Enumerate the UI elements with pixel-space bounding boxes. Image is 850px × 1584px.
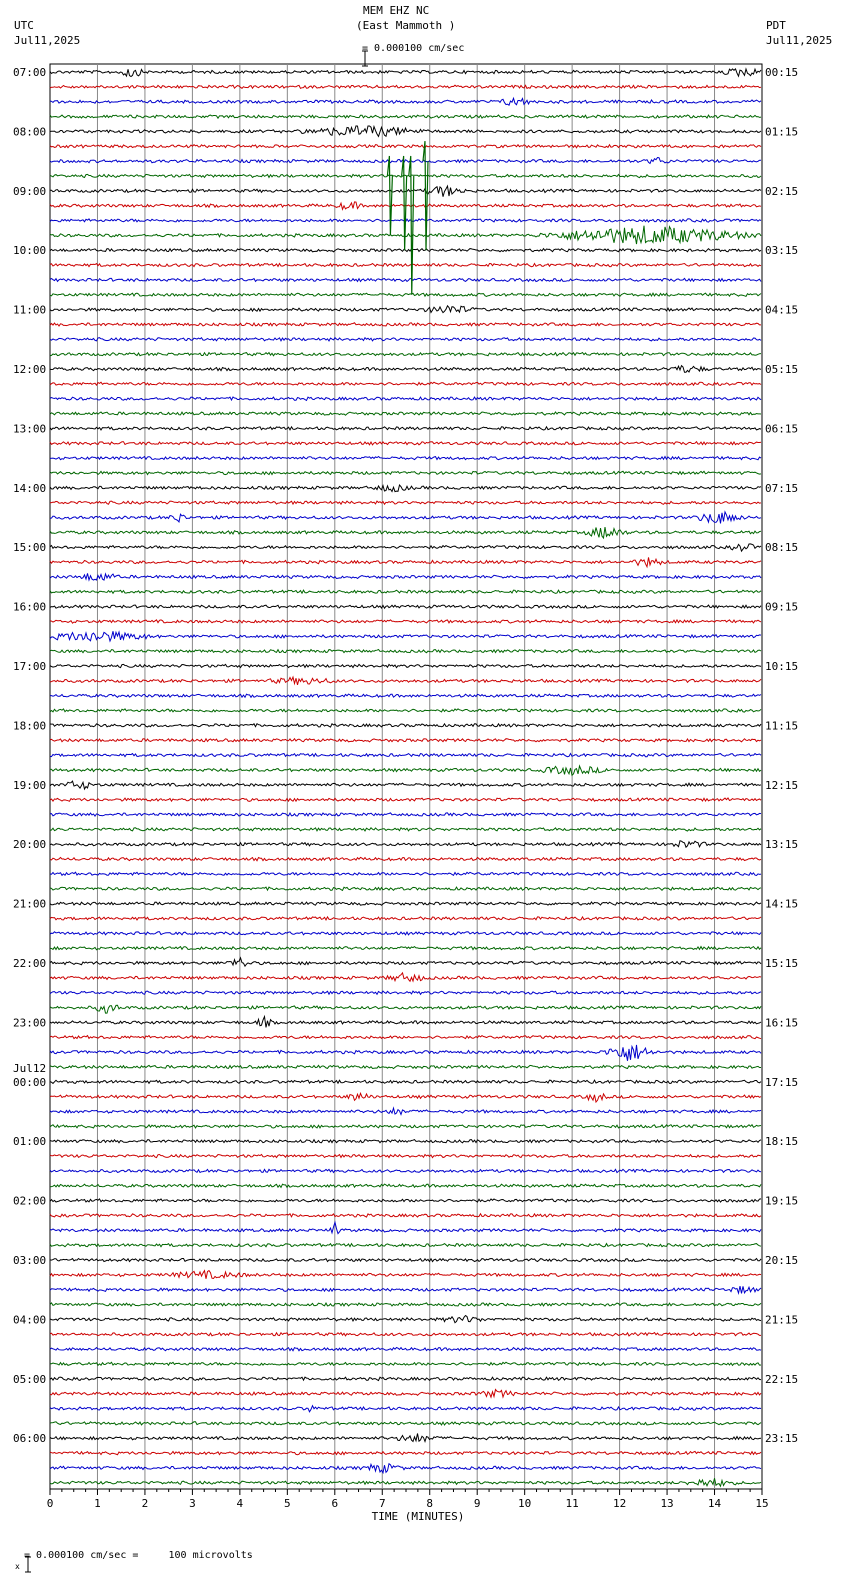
x-tick-label: 9 — [473, 1497, 481, 1510]
trace-line — [50, 573, 761, 580]
x-tick-label: 11 — [565, 1497, 579, 1510]
right-hour-label: 18:15 — [765, 1135, 799, 1149]
x-tick-label: 10 — [518, 1497, 532, 1510]
right-hour-label: 00:15 — [765, 66, 799, 79]
left-hour-label: 15:00 — [13, 541, 47, 555]
trace-line — [50, 677, 761, 685]
trace-line — [50, 1464, 761, 1473]
trace-line — [50, 145, 761, 148]
x-tick-label: 1 — [94, 1497, 101, 1510]
trace-line — [50, 590, 761, 593]
left-timezone: UTC — [14, 19, 34, 32]
x-tick-label: 15 — [755, 1497, 769, 1510]
trace-line — [50, 249, 761, 252]
x-tick-label: 3 — [189, 1497, 196, 1510]
left-hour-label: 06:00 — [13, 1432, 47, 1446]
left-hour-label: 14:00 — [13, 481, 47, 495]
right-hour-label: 02:15 — [765, 184, 799, 198]
trace-line — [50, 1080, 761, 1083]
trace-line — [50, 544, 761, 551]
signal-spikes — [387, 141, 428, 295]
trace-line — [50, 278, 761, 281]
right-hour-label: 20:15 — [765, 1254, 799, 1267]
trace-line — [50, 709, 761, 712]
trace-line — [50, 1271, 761, 1279]
trace-line — [50, 664, 761, 667]
trace-line — [50, 485, 761, 492]
right-hour-label: 14:15 — [765, 897, 799, 911]
right-hour-label: 11:15 — [765, 719, 799, 733]
right-hour-label: 08:15 — [765, 541, 799, 555]
left-hour-label: 19:00 — [13, 778, 47, 792]
station-location: (East Mammoth ) — [356, 19, 456, 32]
trace-line — [50, 694, 761, 697]
x-tick-label: 0 — [46, 1497, 54, 1510]
trace-line — [50, 1017, 761, 1028]
x-tick-label: 5 — [284, 1497, 291, 1510]
right-hour-label: 09:15 — [765, 600, 799, 614]
trace-line — [50, 1065, 761, 1068]
right-hour-label: 16:15 — [765, 1016, 799, 1030]
trace-line — [50, 1244, 761, 1247]
trace-line — [50, 1259, 761, 1262]
left-hour-label: 00:00 — [13, 1075, 47, 1089]
trace-line — [50, 1036, 761, 1039]
left-hour-label: 12:00 — [13, 363, 47, 376]
left-hour-label: 03:00 — [13, 1254, 47, 1267]
left-hour-label: 07:00 — [13, 66, 47, 79]
trace-line — [50, 186, 761, 197]
right-hour-label: 22:15 — [765, 1372, 799, 1386]
trace-line — [50, 917, 761, 920]
trace-line — [50, 1348, 761, 1351]
right-hour-label: 06:15 — [765, 422, 799, 436]
trace-line — [50, 382, 761, 385]
trace-line — [50, 457, 761, 460]
trace-line — [50, 1199, 761, 1202]
left-hour-label: 09:00 — [13, 184, 47, 198]
left-hour-label: 04:00 — [13, 1313, 47, 1327]
trace-line — [50, 650, 761, 653]
trace-line — [50, 857, 761, 860]
trace-line — [50, 798, 761, 801]
trace-line — [50, 1390, 761, 1398]
trace-line — [50, 605, 761, 608]
right-hour-label: 03:15 — [765, 244, 799, 258]
left-hour-label: 05:00 — [13, 1372, 47, 1386]
trace-line — [50, 471, 761, 474]
x-tick-label: 8 — [426, 1497, 434, 1510]
trace-line — [50, 724, 761, 727]
signal-spike — [423, 141, 428, 250]
trace-line — [50, 1377, 761, 1380]
trace-line — [50, 1451, 761, 1454]
left-hour-label: 23:00 — [13, 1016, 47, 1030]
trace-line — [50, 293, 761, 296]
right-hour-label: 10:15 — [765, 660, 799, 673]
left-hour-label: 21:00 — [13, 897, 47, 911]
right-hour-label: 21:15 — [765, 1313, 799, 1327]
right-hour-label: 19:15 — [765, 1194, 799, 1208]
left-date: Jul11,2025 — [14, 34, 81, 47]
trace-line — [50, 1005, 761, 1013]
trace-line — [50, 126, 761, 136]
trace-line — [50, 841, 761, 847]
trace-line — [50, 872, 761, 875]
right-hour-label: 04:15 — [765, 303, 799, 317]
signal-spike — [387, 156, 392, 235]
left-hour-label: 22:00 — [13, 957, 47, 970]
trace-line — [50, 620, 761, 623]
x-tick-label: 7 — [378, 1497, 386, 1510]
left-hour-label: 16:00 — [13, 600, 47, 614]
right-hour-label: 05:15 — [765, 363, 799, 376]
seismic-traces — [50, 69, 761, 1486]
trace-line — [50, 958, 761, 966]
right-hour-label: 17:15 — [765, 1075, 799, 1089]
trace-line — [50, 766, 761, 775]
scale-label: = 0.000100 cm/sec — [362, 43, 465, 54]
trace-line — [50, 887, 761, 890]
footer-scale-note: = 0.000100 cm/sec = 100 microvolts — [24, 1550, 253, 1561]
trace-line — [50, 1222, 761, 1233]
trace-line — [50, 1422, 761, 1425]
trace-line — [50, 754, 761, 757]
trace-line — [50, 85, 761, 88]
right-timezone: PDT — [766, 19, 786, 32]
x-tick-label: 4 — [236, 1497, 244, 1510]
x-axis — [47, 1489, 769, 1510]
left-hour-label: 08:00 — [13, 125, 47, 139]
trace-line — [50, 397, 761, 400]
trace-line — [50, 353, 761, 356]
trace-line — [50, 1108, 761, 1114]
x-tick-label: 6 — [331, 1497, 339, 1510]
trace-line — [50, 1333, 761, 1336]
trace-line — [50, 264, 761, 267]
time-labels — [13, 66, 798, 1445]
trace-line — [50, 158, 761, 164]
trace-line — [50, 991, 761, 994]
trace-line — [50, 1478, 761, 1486]
trace-line — [50, 115, 761, 118]
trace-line — [50, 557, 761, 566]
left-hour-label: 01:00 — [13, 1135, 47, 1149]
right-date: Jul11,2025 — [766, 34, 833, 47]
trace-line — [50, 1140, 761, 1143]
trace-line — [50, 1286, 761, 1293]
trace-line — [50, 781, 761, 789]
trace-line — [50, 1093, 761, 1102]
trace-line — [50, 412, 761, 415]
left-hour-label: 17:00 — [13, 660, 47, 673]
right-hour-label: 23:15 — [765, 1432, 799, 1446]
trace-line — [50, 174, 761, 177]
right-hour-label: 07:15 — [765, 481, 799, 495]
trace-line — [50, 501, 761, 504]
right-hour-label: 01:15 — [765, 125, 799, 139]
trace-line — [50, 1362, 761, 1365]
left-hour-label: 13:00 — [13, 422, 47, 436]
left-hour-label: 18:00 — [13, 719, 47, 733]
trace-line — [50, 98, 761, 105]
trace-line — [50, 1434, 761, 1442]
svg-text:x: x — [15, 1562, 21, 1571]
left-hour-label: 11:00 — [13, 303, 47, 317]
trace-line — [50, 527, 761, 538]
trace-line — [50, 512, 761, 524]
station-title: MEM EHZ NC — [363, 4, 430, 17]
trace-line — [50, 902, 761, 905]
trace-line — [50, 973, 761, 981]
trace-line — [50, 932, 761, 935]
trace-line — [50, 739, 761, 742]
trace-line — [50, 427, 761, 430]
trace-line — [50, 1184, 761, 1187]
x-tick-label: 14 — [707, 1497, 722, 1510]
x-axis-label: TIME (MINUTES) — [371, 1510, 465, 1523]
x-tick-label: 12 — [612, 1497, 627, 1510]
trace-line — [50, 442, 761, 445]
trace-line — [50, 828, 761, 831]
left-hour-label: 20:00 — [13, 838, 47, 852]
trace-line — [50, 1316, 761, 1323]
trace-line — [50, 1406, 761, 1412]
trace-line — [50, 323, 761, 326]
date-change-label: Jul12 — [13, 1061, 47, 1075]
trace-line — [50, 813, 761, 816]
trace-line — [50, 69, 761, 77]
left-hour-label: 10:00 — [13, 244, 47, 258]
right-hour-label: 12:15 — [765, 778, 799, 792]
trace-line — [50, 338, 761, 341]
trace-line — [50, 366, 761, 373]
left-hour-label: 02:00 — [13, 1194, 47, 1208]
trace-line — [50, 1045, 761, 1061]
trace-line — [50, 1169, 761, 1172]
x-tick-label: 2 — [141, 1497, 149, 1510]
trace-line — [50, 1125, 761, 1128]
right-hour-label: 13:15 — [765, 838, 799, 852]
trace-line — [50, 631, 761, 641]
right-hour-label: 15:15 — [765, 957, 799, 970]
trace-line — [50, 947, 761, 950]
trace-line — [50, 1155, 761, 1158]
trace-line — [50, 1303, 761, 1306]
x-tick-label: 13 — [660, 1497, 674, 1510]
trace-line — [50, 306, 761, 313]
trace-line — [50, 1214, 761, 1217]
